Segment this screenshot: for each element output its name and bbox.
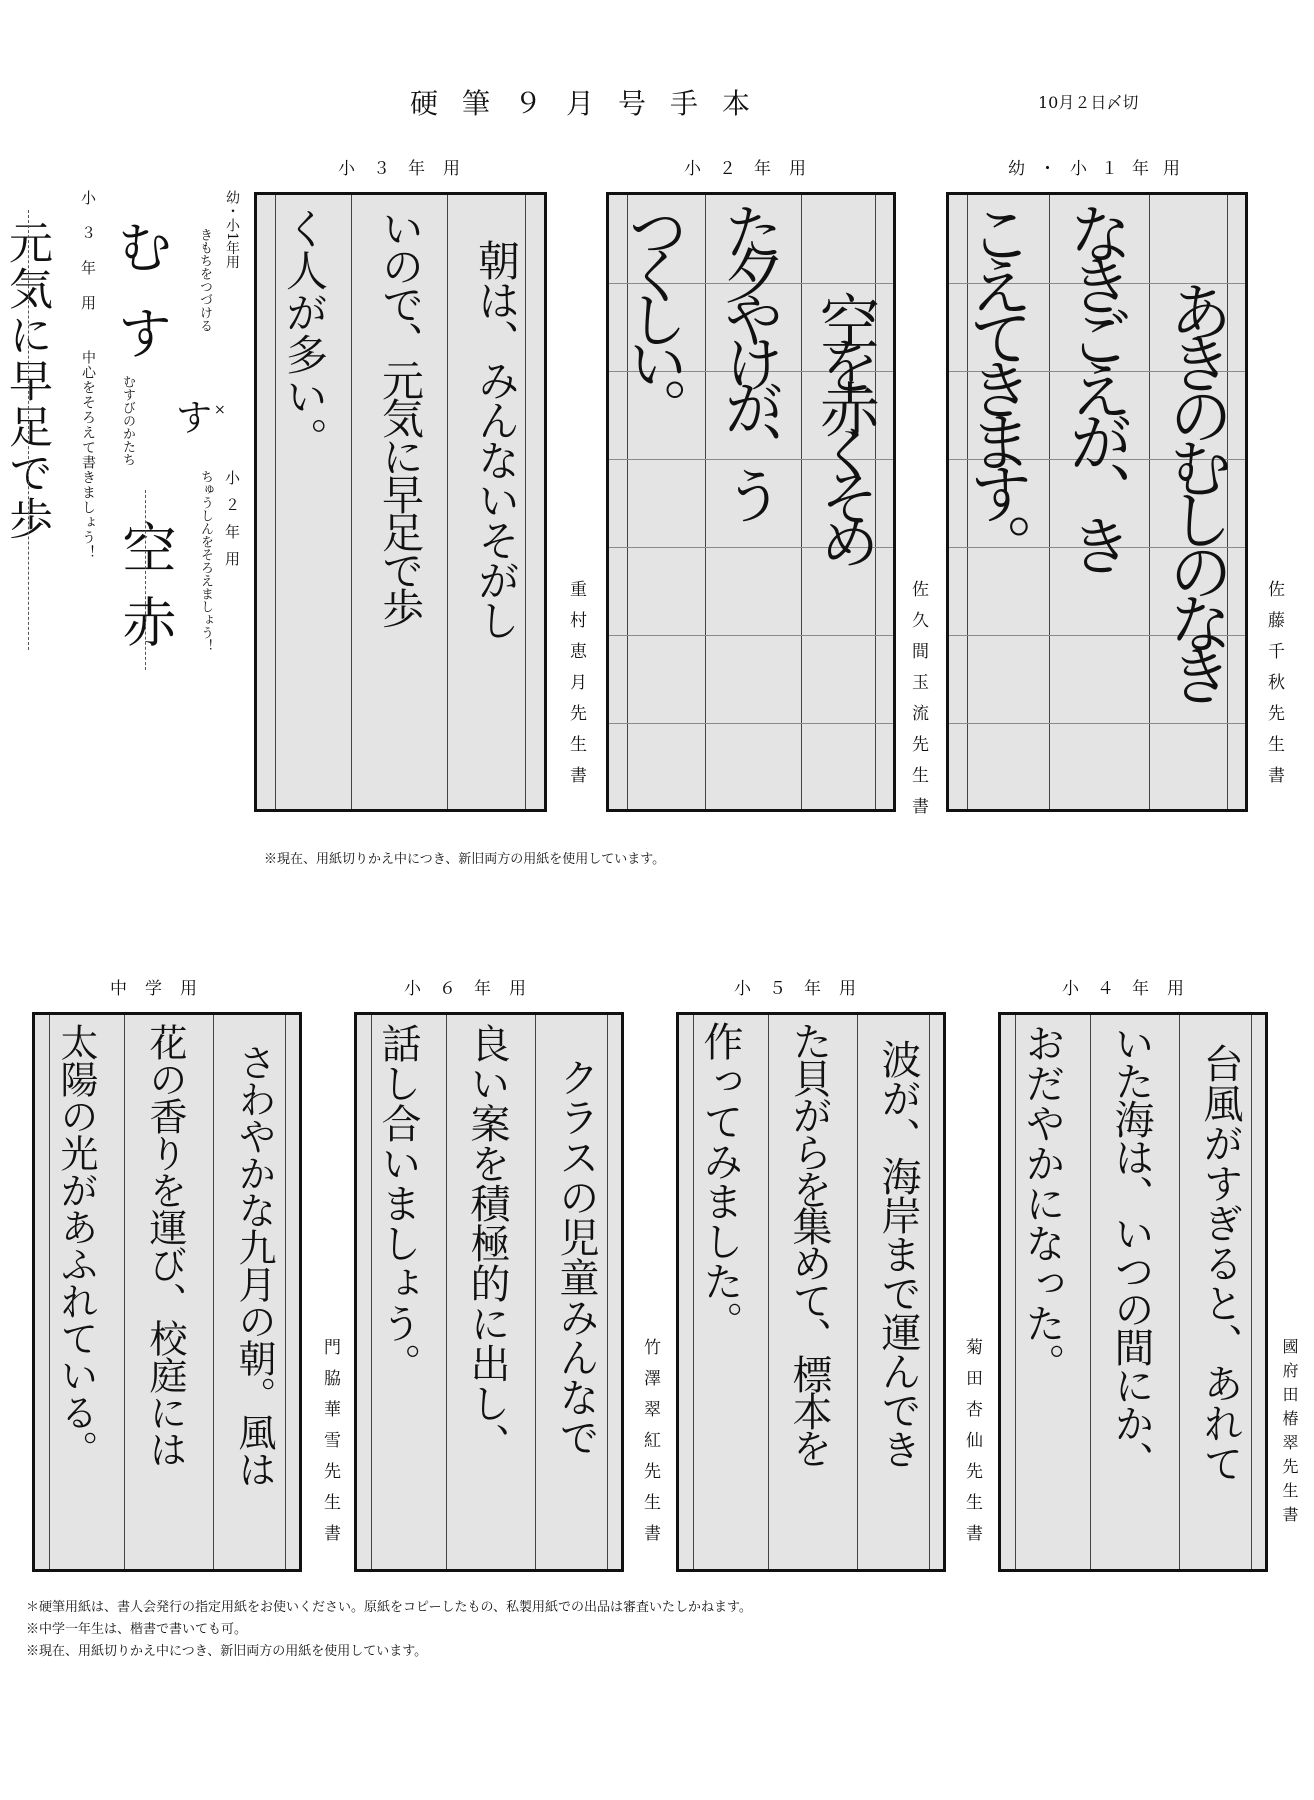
top-note: ※現在、用紙切りかえ中につき、新旧両方の用紙を使用しています。 <box>264 852 666 867</box>
sheet-s3 <box>254 192 547 812</box>
sheet-s5 <box>676 1012 946 1572</box>
sheet-s5-teacher: 菊田杏仙先生書 <box>962 1338 982 1555</box>
sheet-s4-line-1: 台風がすぎると、あれて <box>1197 1043 1243 1483</box>
sheet-s2 <box>606 192 896 812</box>
practice-s2-dashed-guide <box>145 490 146 670</box>
sheet-s1-line-3: こえてきます。 <box>958 201 1032 565</box>
sheet-s1-teacher: 佐藤千秋先生書 <box>1264 580 1284 797</box>
practice-s3-dashed-guide <box>28 210 29 650</box>
practice-y1-mark: × <box>214 402 226 418</box>
footer-note-3: ※現在、用紙切りかえ中につき、新旧両方の用紙を使用しています。 <box>26 1644 428 1659</box>
practice-s3-tip: 中心をそろえて書きましょう！ <box>80 350 96 560</box>
sheet-s3-line-1: 朝は、みんないそがし <box>472 239 521 639</box>
sheet-s1-line-2: なきごえが、き <box>1058 201 1132 565</box>
footer-note-2: ※中学一年生は、楷書で書いても可。 <box>26 1622 248 1637</box>
practice-s2-chars: 空赤 <box>114 520 177 668</box>
sheet-s3-line-3: く人が多い。 <box>280 207 329 459</box>
practice-y1-tip: きもちをつづける <box>197 228 212 332</box>
sheet-jh-line-1: さわやかな九月の朝。風は <box>232 1043 276 1487</box>
sheet-jh-teacher: 門脇華雪先生書 <box>320 1338 340 1555</box>
practice-y1-chars: むす <box>108 218 173 390</box>
sheet-s4-line-2: いた海は、いつの間にか、 <box>1108 1023 1154 1479</box>
sheet-s5-line-1: 波が、海岸まで運んでき <box>875 1039 921 1468</box>
sheet-s5-line-2: た貝がらを集めて、標本を <box>786 1021 832 1465</box>
sheet-jh-line-3: 太陽の光があふれている。 <box>54 1023 98 1467</box>
practice-s3-text: 元気に早足で歩 <box>1 220 52 542</box>
sheet-s4-line-3: おだやかになった。 <box>1019 1023 1065 1383</box>
practice-s2-grade: 小２年用 <box>223 470 241 578</box>
sheet-s6-line-3: 話し合いましょう。 <box>375 1023 421 1383</box>
sheet-s3-teacher: 重村恵月先生書 <box>566 580 586 797</box>
sheet-s6-teacher: 竹澤翠紅先生書 <box>640 1338 660 1555</box>
sheet-s2-grade: 小２年用 <box>684 159 824 179</box>
deadline: 10月２日〆切 <box>1038 93 1139 112</box>
sheet-s5-grade: 小５年用 <box>734 979 874 999</box>
practice-s3-grade: 小３年用 <box>79 190 97 330</box>
sheet-jh <box>32 1012 302 1572</box>
practice-y1-label: むすびのかたち <box>120 375 135 466</box>
sheet-s1 <box>946 192 1248 812</box>
sheet-s6-line-1: クラスの児童みんなで <box>553 1057 599 1457</box>
sheet-s1-grade: 幼・小１年用 <box>1008 159 1194 179</box>
sheet-jh-line-2: 花の香りを運び、校庭には <box>143 1023 187 1467</box>
page-title: 硬筆９月号手本 <box>410 87 775 120</box>
sheet-s6-grade: 小６年用 <box>404 979 544 999</box>
sheet-s6 <box>354 1012 624 1572</box>
sheet-s2-line-1: 空を赤くそめ <box>810 291 880 555</box>
sheet-s4 <box>998 1012 1268 1572</box>
practice-y1-sample: す <box>176 398 213 439</box>
practice-y1-grade: 幼・小1年用 <box>224 190 240 269</box>
sheet-s2-line-2: た夕やけが、う <box>714 201 784 509</box>
sheet-s3-line-2: いので、元気に早足で歩 <box>376 207 425 625</box>
practice-s2-tip: ちゅうしんをそろえましょう！ <box>198 470 213 652</box>
sheet-s2-line-3: つくしい。 <box>618 201 688 421</box>
sheet-s4-grade: 小４年用 <box>1062 979 1202 999</box>
sheet-s3-grade: 小３年用 <box>338 159 478 179</box>
sheet-s4-teacher: 國府田椿翠先生書 <box>1280 1338 1299 1530</box>
sheet-s2-teacher: 佐久間玉流先生書 <box>908 580 928 828</box>
practice-area <box>0 180 255 700</box>
sheet-s6-line-2: 良い案を積極的に出し、 <box>464 1023 510 1463</box>
sheet-s1-line-1: あきのむしのなき <box>1158 279 1232 695</box>
footer-note-1: ＊硬筆用紙は、書人会発行の指定用紙をお使いください。原紙をコピーしたもの、私製用紙での出品は審査いたしかねます。 <box>26 1600 752 1615</box>
sheet-jh-grade: 中学用 <box>110 979 215 999</box>
sheet-s5-line-3: 作ってみました。 <box>697 1021 743 1341</box>
